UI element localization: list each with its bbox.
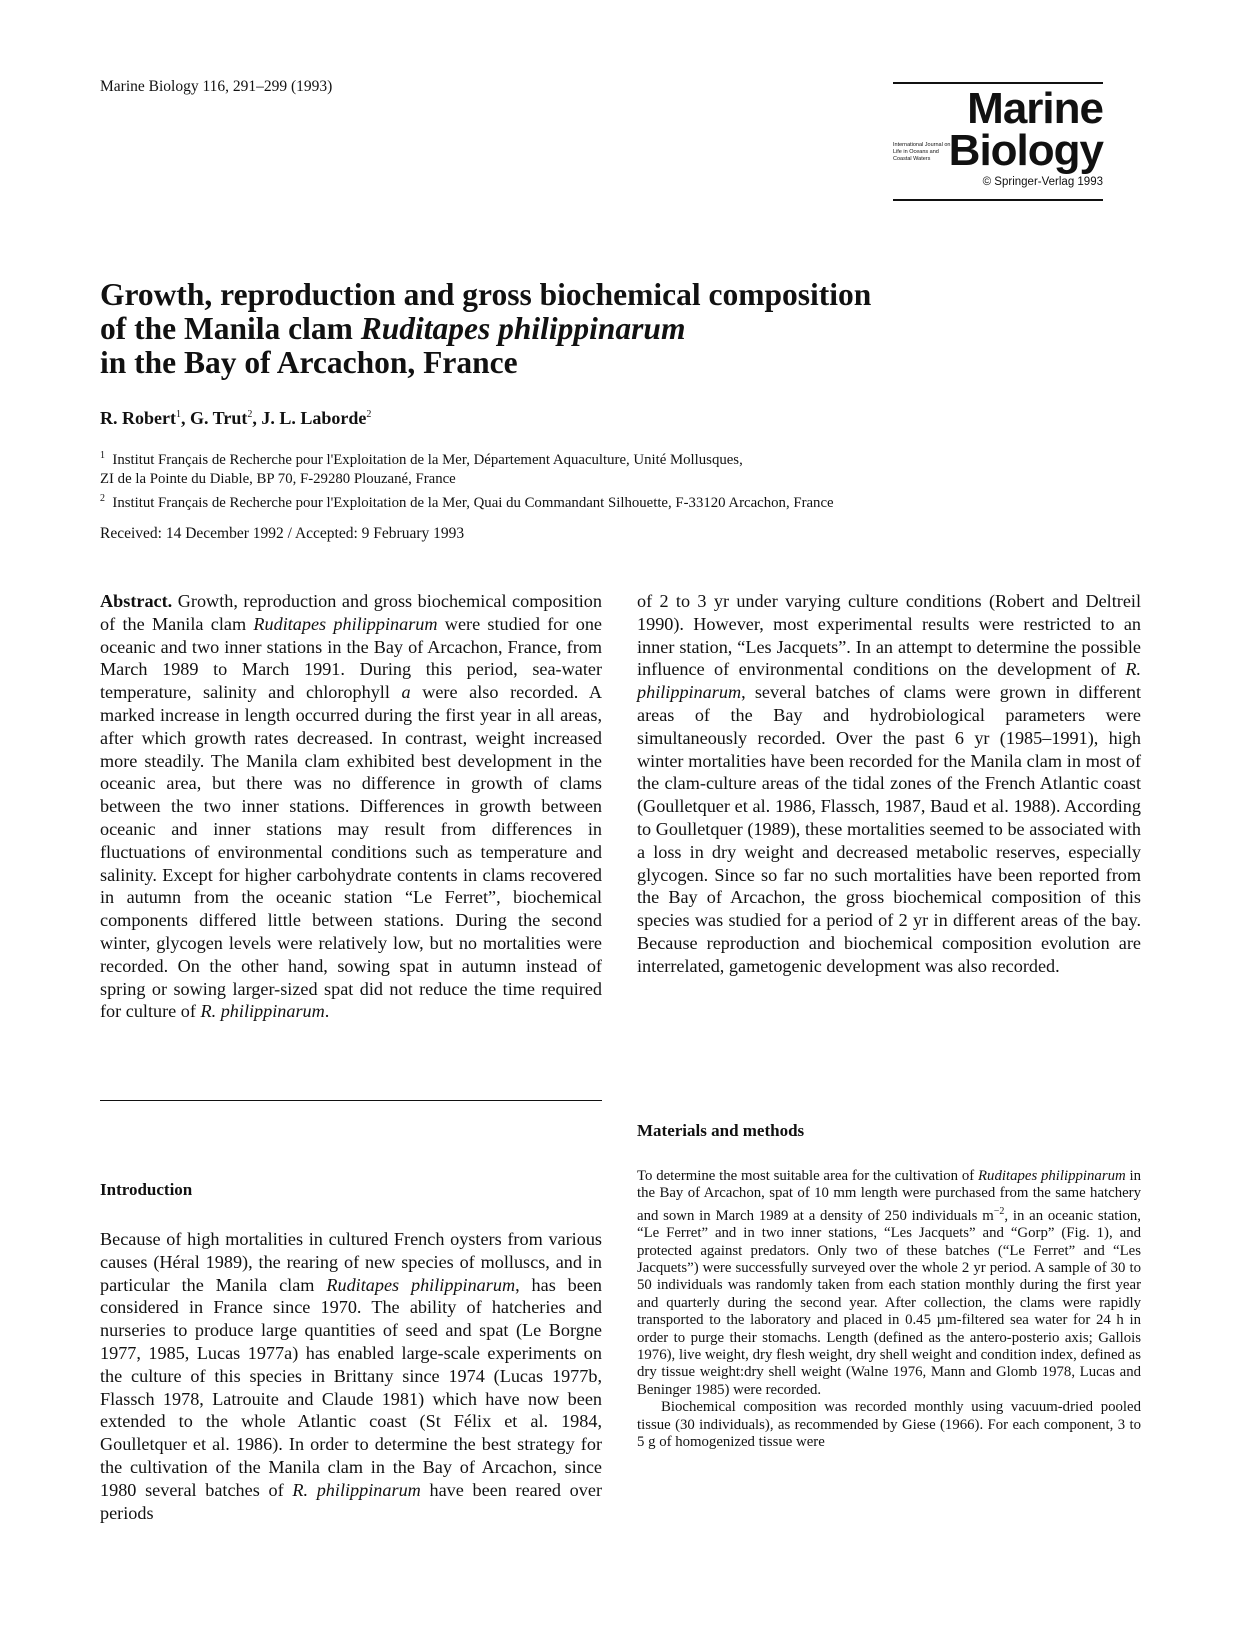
abstract-species: Ruditapes philippinarum <box>253 613 438 634</box>
logo-bottom-rule <box>893 199 1103 201</box>
abstract-text: were also recorded. A marked increase in length occurred during the first year in all areas, after which growth rates decreased. In contrast, weight increased more steadily. The Manila clam exhibited best development in the oceanic area, but there was no difference in growth of clams between the two inner stations. Differences in growth between oceanic and inner stations may result from differences in fluctuations of environmental conditions such as temperature and salinity. Except for higher carbohydrate contents in clams recovered in autumn from the oceanic station “Le Ferret”, biochemical components differed little between stations. During the second winter, glycogen levels were relatively low, but no mortalities were recorded. On the other hand, sowing spat in autumn instead of spring or sowing larger-sized spat did not reduce the time required for culture of <box>100 682 602 1022</box>
methods-paragraph-2: Biochemical composition was recorded monthly using vacuum-dried pooled tissue (30 individuals), as recommended by Giese (1966). For each component, 3 to 5 g of homogenized tissue were <box>637 1399 1141 1451</box>
received-accepted-dates: Received: 14 December 1992 / Accepted: 9 February 1993 <box>100 525 465 542</box>
article-title <box>100 278 1100 380</box>
intro-cont-text: of 2 to 3 yr under varying culture conditions (Robert and Deltreil 1990). However, most experimental results were restricted to an inner station, “Les Jacquets”. In an attempt to determine the possible influence of environmental conditions on the development of <box>637 591 1141 680</box>
affiliation-1-line-1: Institut Français de Recherche pour l'Exploitation de la Mer, Département Aquaculture, Unité Mollusques, <box>112 451 743 468</box>
authors: R. Robert$^1$, G. Trut$^2$, J. L. Laborde$^2$ <box>100 408 372 428</box>
intro-cont-text: , several batches of clams were grown in different areas of the Bay and hydrobiological parameters were simultaneously recorded. Over the past 6 yr (1985–1991), high winter mortalities have been recorded for the Manila clam in most of the clam-culture areas of the tidal zones of the French Atlantic coast (Goulletquer et al. 1986, Flassch, 1987, Baud et al. 1988). According to Goulletquer (1989), these mortalities seemed to be associated with a loss in dry weight and decreased metabolic reserves, especially glycogen. Since so far no such mortalities have been reported from the Bay of Arcachon, the gross biochemical composition of this species was studied for a period of 2 yr in different areas of the bay. Because reproduction and biochemical composition evolution are interrelated, gametogenic development was also recorded. <box>637 682 1141 976</box>
affiliation-2-mark: 2 <box>100 492 105 504</box>
title-line-2-prefix: of the Manila clam <box>100 311 361 346</box>
intro-text: have been reared over periods <box>100 1479 602 1523</box>
methods-text <box>637 1168 1141 1451</box>
author-3: J. L. Laborde <box>261 408 367 428</box>
abstract-rule <box>100 1100 602 1101</box>
author-1-affiliation-mark: 1 <box>175 409 181 420</box>
abstract-text: were studied for one oceanic and two inner stations in the Bay of Arcachon, France, from March 1989 to March 1991. During this period, sea-water temperature, salinity and chlorophyll <box>100 613 603 703</box>
abstract-text: Growth, reproduction and gross biochemical composition of the Manila clam <box>100 591 602 634</box>
introduction-text <box>100 1228 602 1524</box>
affiliation-2 <box>100 489 1180 513</box>
logo-copyright: © Springer-Verlag 1993 <box>982 176 1103 188</box>
author-2-affiliation-mark: 2 <box>247 409 253 420</box>
title-line-1: Growth, reproduction and gross biochemical composition <box>100 277 872 312</box>
intro-text: , has been considered in France since 1970. The ability of hatcheries and nurseries to produce large quantities of seed and spat (Le Borgne 1977, 1985, Lucas 1977a) has enabled large-scale experiments on the culture of this species in Brittany since 1974 (Lucas 1977b, Flassch 1978, Latrouite and Claude 1981) which have now been extended to the whole Atlantic coast (St Félix et al. 1984, Goulletquer et al. 1986). In order to determine the best strategy for the cultivation of the Manila clam in the Bay of Arcachon, since 1980 several batches of <box>100 1274 603 1500</box>
methods-species: Ruditapes philippinarum <box>978 1168 1126 1184</box>
logo-word-biology: Biology <box>948 126 1103 175</box>
affiliation-1-line-2: ZI de la Pointe du Diable, BP 70, F-29280 Plouzané, France <box>100 470 456 487</box>
author-3-affiliation-mark: 2 <box>366 409 372 420</box>
methods-text-run: To determine the most suitable area for the cultivation of <box>637 1168 979 1184</box>
title-line-3: in the Bay of Arcachon, France <box>100 345 518 380</box>
intro-species: R. philippinarum <box>292 1479 421 1500</box>
affiliation-1-mark: 1 <box>100 450 105 461</box>
introduction-heading: Introduction <box>100 1180 193 1199</box>
intro-cont-species: R. philippinarum <box>637 659 1141 703</box>
title-species-name: Ruditapes philippinarum <box>360 311 686 346</box>
author-2: G. Trut <box>189 408 248 428</box>
abstract-label: Abstract. <box>100 591 173 611</box>
methods-text-run: , in an oceanic station, “Le Ferret” and in two inner stations, “Les Jacquets” and “Gorp” (Fig. 1), and protected against predators. Only two of these batches (“Le Ferret” and “Les Jacquets”) were successfully surveyed over the whole 2 yr period. A sample of 30 to 50 individuals was randomly taken from each station monthly during the first year and quarterly during the second year. After collection, the clams were rapidly transported to the laboratory and placed in 0.45 µm-filtered sea water for 24 h in order to purge their stomachs. Length (defined as the antero-posterio axis; Gallois 1976), live weight, dry flesh weight, dry shell weight and condition index, defined as dry tissue weight:dry shell weight (Walne 1976, Mann and Glomb 1978, Lucas and Beninger 1985) were recorded. <box>637 1207 1141 1398</box>
abstract <box>100 590 602 1023</box>
journal-reference: Marine Biology 116, 291–299 (1993) <box>100 78 333 95</box>
abstract-species: R. philippinarum <box>200 1001 325 1022</box>
logo-tagline: International Journal on Life in Oceans and Coastal Waters <box>893 142 951 162</box>
title-line-2 <box>100 312 1100 346</box>
intro-species: Ruditapes philippinarum <box>326 1274 516 1295</box>
logo-word-marine: Marine <box>967 84 1103 133</box>
author-1: R. Robert <box>100 408 176 428</box>
methods-exponent: −2 <box>993 1205 1005 1217</box>
methods-text-run: in the Bay of Arcachon, spat of 10 mm length were purchased from the same hatchery and sown in March 1989 at a density of 250 individuals m <box>637 1168 1141 1224</box>
abstract-text: . <box>324 1001 330 1022</box>
affiliation-2-line-1: Institut Français de Recherche pour l'Exploitation de la Mer, Quai du Commandant Silhouette, F-33120 Arcachon, France <box>112 494 834 511</box>
intro-text: Because of high mortalities in cultured French oysters from various causes (Héral 1989), the rearing of new species of molluscs, and in particular the Manila clam <box>100 1229 602 1295</box>
introduction-continuation <box>637 590 1141 978</box>
methods-heading: Materials and methods <box>637 1121 805 1140</box>
abstract-chlorophyll-a: a <box>401 682 411 703</box>
affiliations <box>100 446 1180 513</box>
journal-logo <box>893 84 1103 188</box>
affiliation-1 <box>100 446 1180 470</box>
